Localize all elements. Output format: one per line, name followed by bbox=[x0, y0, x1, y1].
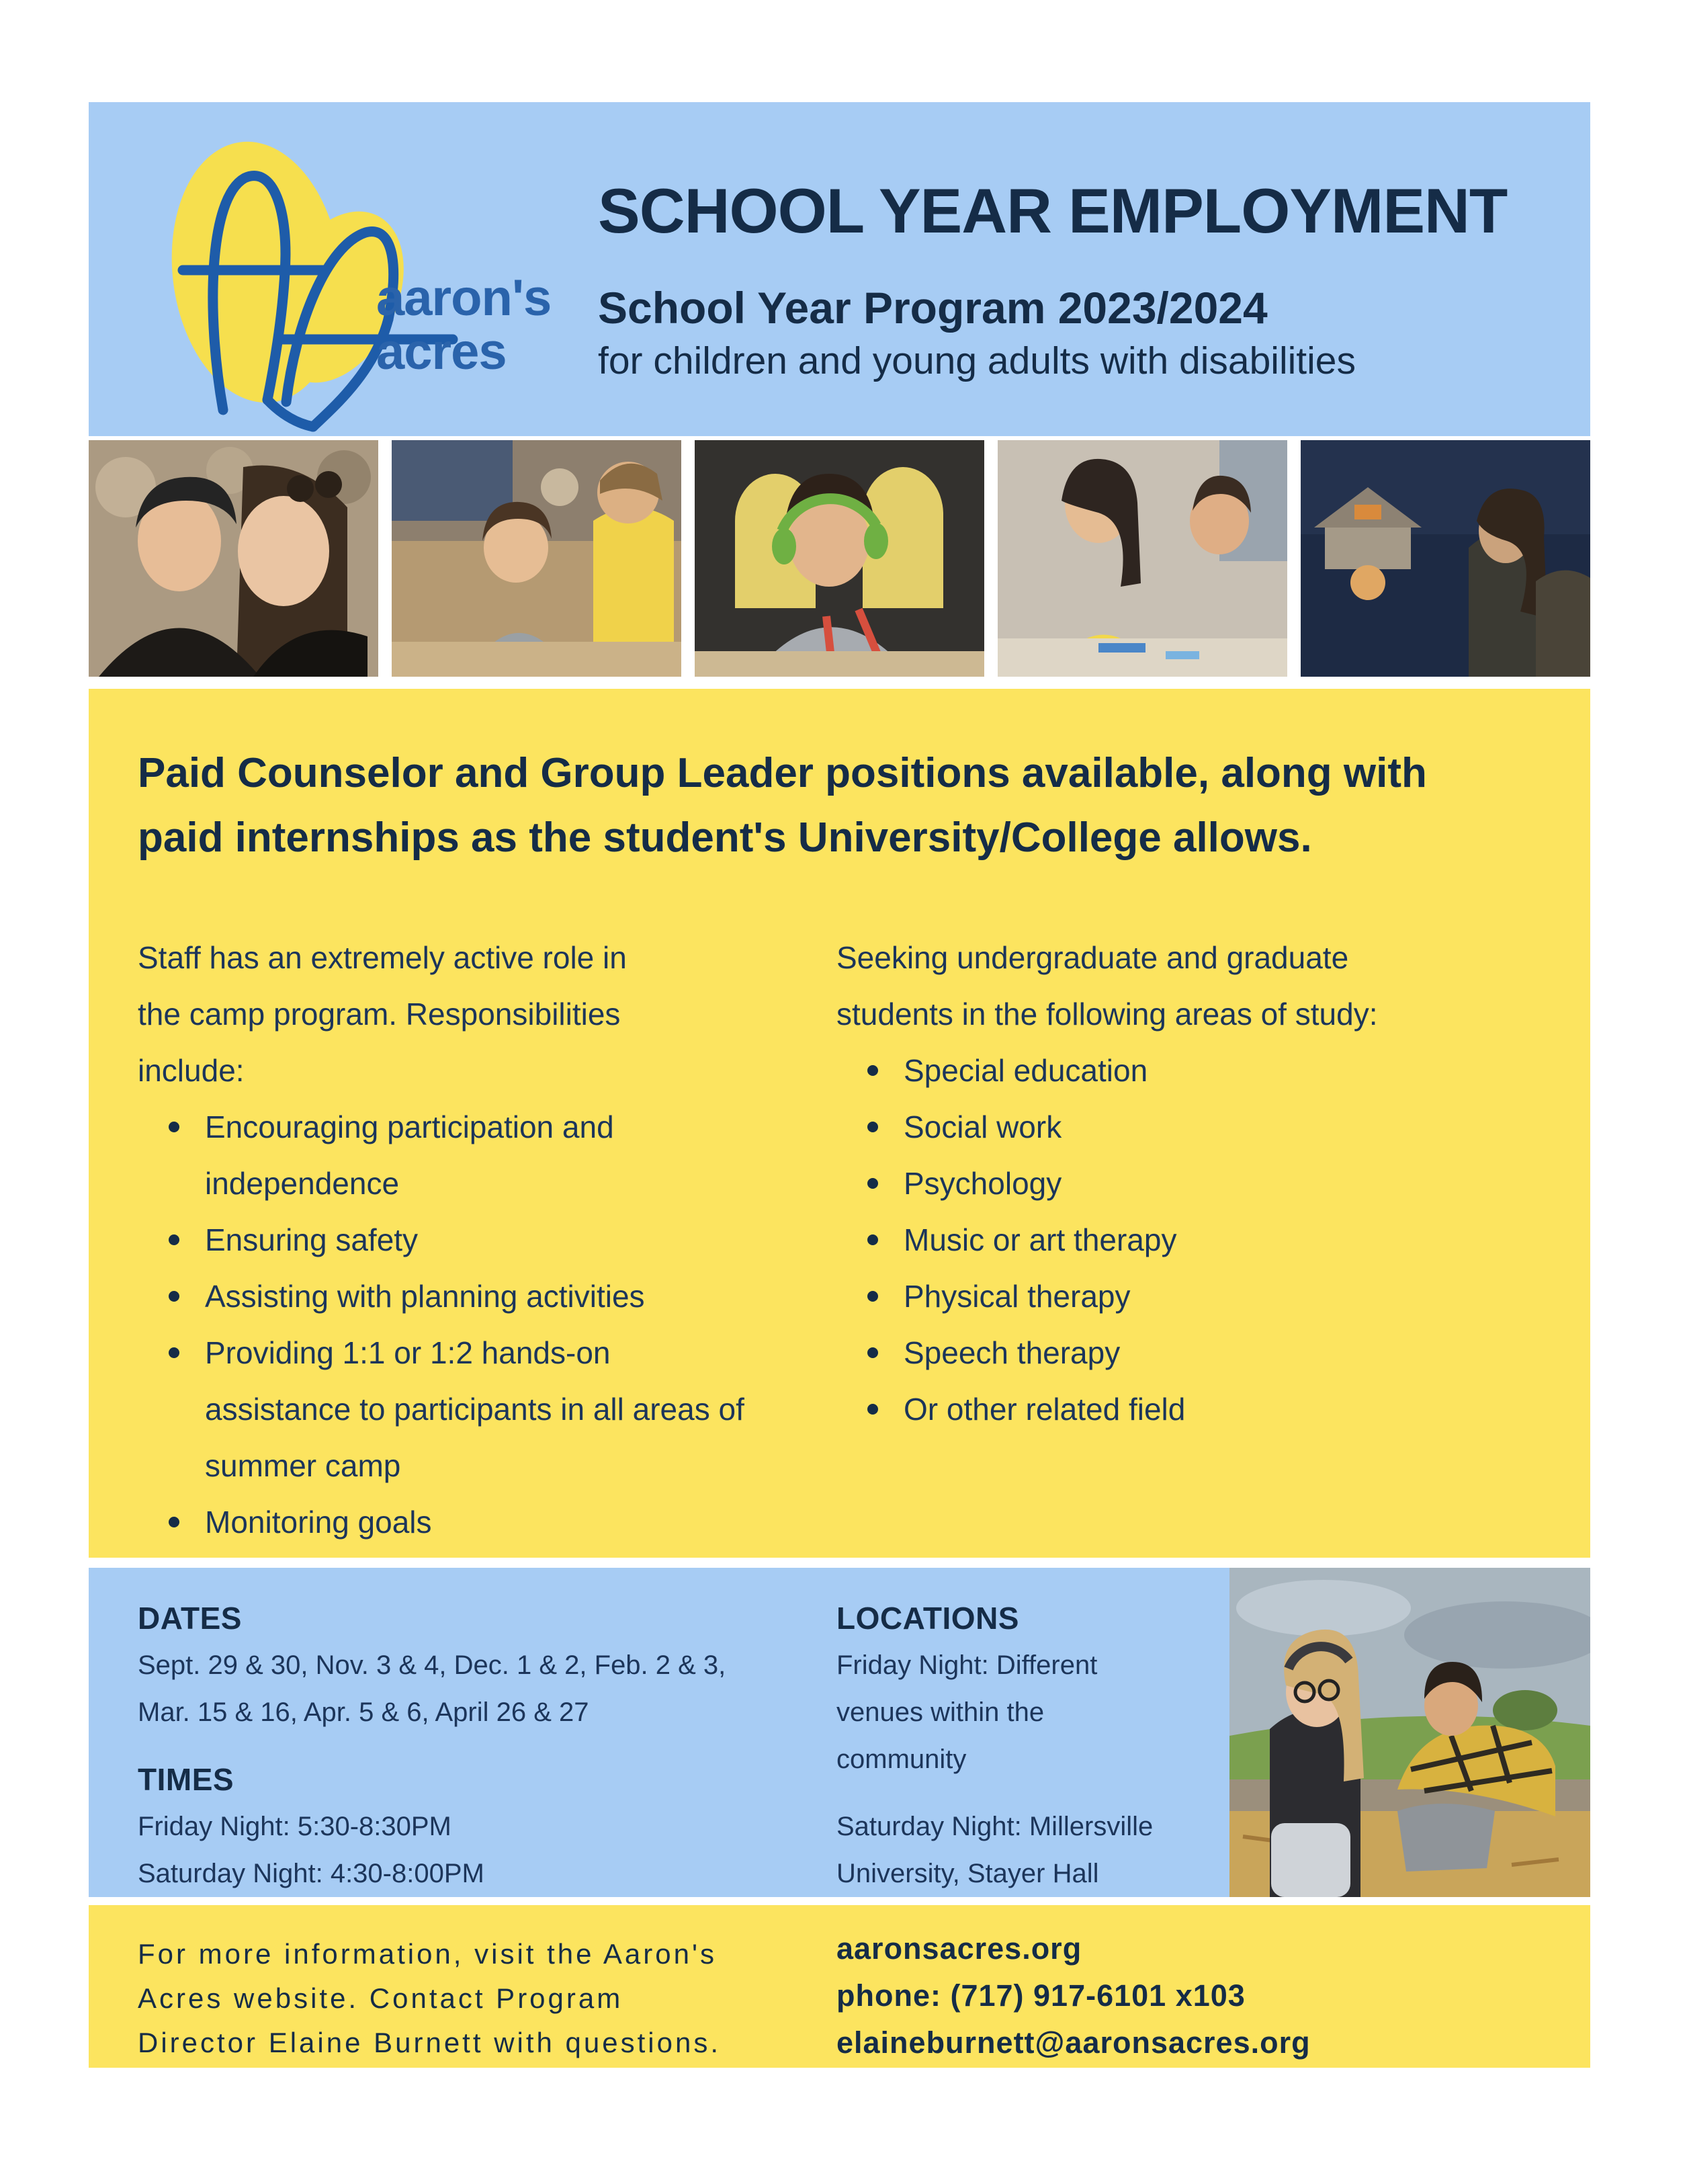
footer-info bbox=[138, 1932, 721, 2065]
responsibilities-intro-line: Staff has an extremely active role in bbox=[138, 940, 627, 975]
headline-line-1: Paid Counselor and Group Leader positions available, along with bbox=[138, 750, 1427, 796]
locations-label: LOCATIONS bbox=[836, 1601, 1019, 1636]
list-item: Physical therapy bbox=[836, 1268, 1508, 1325]
list-item: Assisting with planning activities bbox=[138, 1268, 763, 1325]
logo-word-acres: acres bbox=[376, 323, 507, 380]
areas-intro-line: Seeking undergraduate and graduate bbox=[836, 940, 1349, 975]
list-item: Social work bbox=[836, 1099, 1508, 1155]
list-item: Psychology bbox=[836, 1155, 1508, 1212]
photo-boy-green-headphones bbox=[695, 440, 984, 677]
saturday-time: Saturday Night: 4:30-8:00PM bbox=[138, 1859, 484, 1888]
positions-section bbox=[89, 689, 1590, 1558]
responsibilities-intro-line: include: bbox=[138, 1053, 245, 1088]
dates-line: Sept. 29 & 30, Nov. 3 & 4, Dec. 1 & 2, Feb. 2 & 3, bbox=[138, 1650, 726, 1680]
areas-of-study-list bbox=[836, 1042, 1508, 1437]
program-tagline: for children and young adults with disabilities bbox=[598, 339, 1356, 382]
photo-night-barn bbox=[1301, 440, 1590, 677]
footer-info-line: For more information, visit the Aaron's bbox=[138, 1938, 717, 1970]
logo-wordmark bbox=[376, 271, 551, 379]
areas-of-study-column bbox=[836, 929, 1508, 1550]
program-subtitle: School Year Program 2023/2024 bbox=[598, 283, 1268, 333]
areas-intro-line: students in the following areas of study: bbox=[836, 997, 1378, 1032]
friday-location-line: venues within the bbox=[836, 1697, 1045, 1727]
times-label: TIMES bbox=[138, 1762, 234, 1797]
list-item: Music or art therapy bbox=[836, 1212, 1508, 1268]
photo-boy-with-counselor bbox=[392, 440, 681, 677]
phone-number: phone: (717) 917-6101 x103 bbox=[836, 1978, 1246, 2013]
list-item: Encouraging participation and independence bbox=[138, 1099, 763, 1212]
saturday-location-line: Saturday Night: Millersville bbox=[836, 1812, 1154, 1841]
footer-contact bbox=[836, 1925, 1311, 2066]
positions-headline bbox=[138, 741, 1540, 870]
friday-location-line: Friday Night: Different bbox=[836, 1650, 1098, 1680]
list-item: Ensuring safety bbox=[138, 1212, 763, 1268]
friday-time: Friday Night: 5:30-8:30PM bbox=[138, 1812, 451, 1841]
footer-info-line: Acres website. Contact Program bbox=[138, 1982, 623, 2014]
saturday-location-line: University, Stayer Hall bbox=[836, 1859, 1099, 1888]
website-url: aaronsacres.org bbox=[836, 1931, 1082, 1966]
page-title: SCHOOL YEAR EMPLOYMENT bbox=[598, 175, 1508, 246]
list-item: Providing 1:1 or 1:2 hands-on assistance to participants in all areas of summer camp bbox=[138, 1325, 763, 1494]
responsibilities-column bbox=[138, 929, 763, 1550]
dates-times-block bbox=[138, 1595, 726, 1897]
logo-word-aarons: aaron's bbox=[376, 269, 552, 327]
dates-label: DATES bbox=[138, 1601, 242, 1636]
footer-info-line: Director Elaine Burnett with questions. bbox=[138, 2027, 722, 2058]
photo-smiling-pair bbox=[89, 440, 378, 677]
email-address: elaineburnett@aaronsacres.org bbox=[836, 2025, 1311, 2060]
list-item: Monitoring goals bbox=[138, 1494, 763, 1550]
responsibilities-intro-line: the camp program. Responsibilities bbox=[138, 997, 621, 1032]
list-item: Or other related field bbox=[836, 1381, 1508, 1437]
photo-activity-table bbox=[998, 440, 1287, 677]
list-item: Special education bbox=[836, 1042, 1508, 1099]
dates-line: Mar. 15 & 16, Apr. 5 & 6, April 26 & 27 bbox=[138, 1697, 589, 1727]
header-section bbox=[89, 102, 1590, 436]
headline-line-2: paid internships as the student's University/College allows. bbox=[138, 814, 1312, 861]
photo-strip bbox=[89, 440, 1590, 677]
list-item: Speech therapy bbox=[836, 1325, 1508, 1381]
locations-block bbox=[836, 1595, 1240, 1897]
responsibilities-list bbox=[138, 1099, 763, 1550]
schedule-section bbox=[89, 1568, 1590, 1897]
friday-location-line: community bbox=[836, 1745, 967, 1774]
footer-section bbox=[89, 1905, 1590, 2068]
photo-hayride bbox=[1229, 1568, 1590, 1897]
